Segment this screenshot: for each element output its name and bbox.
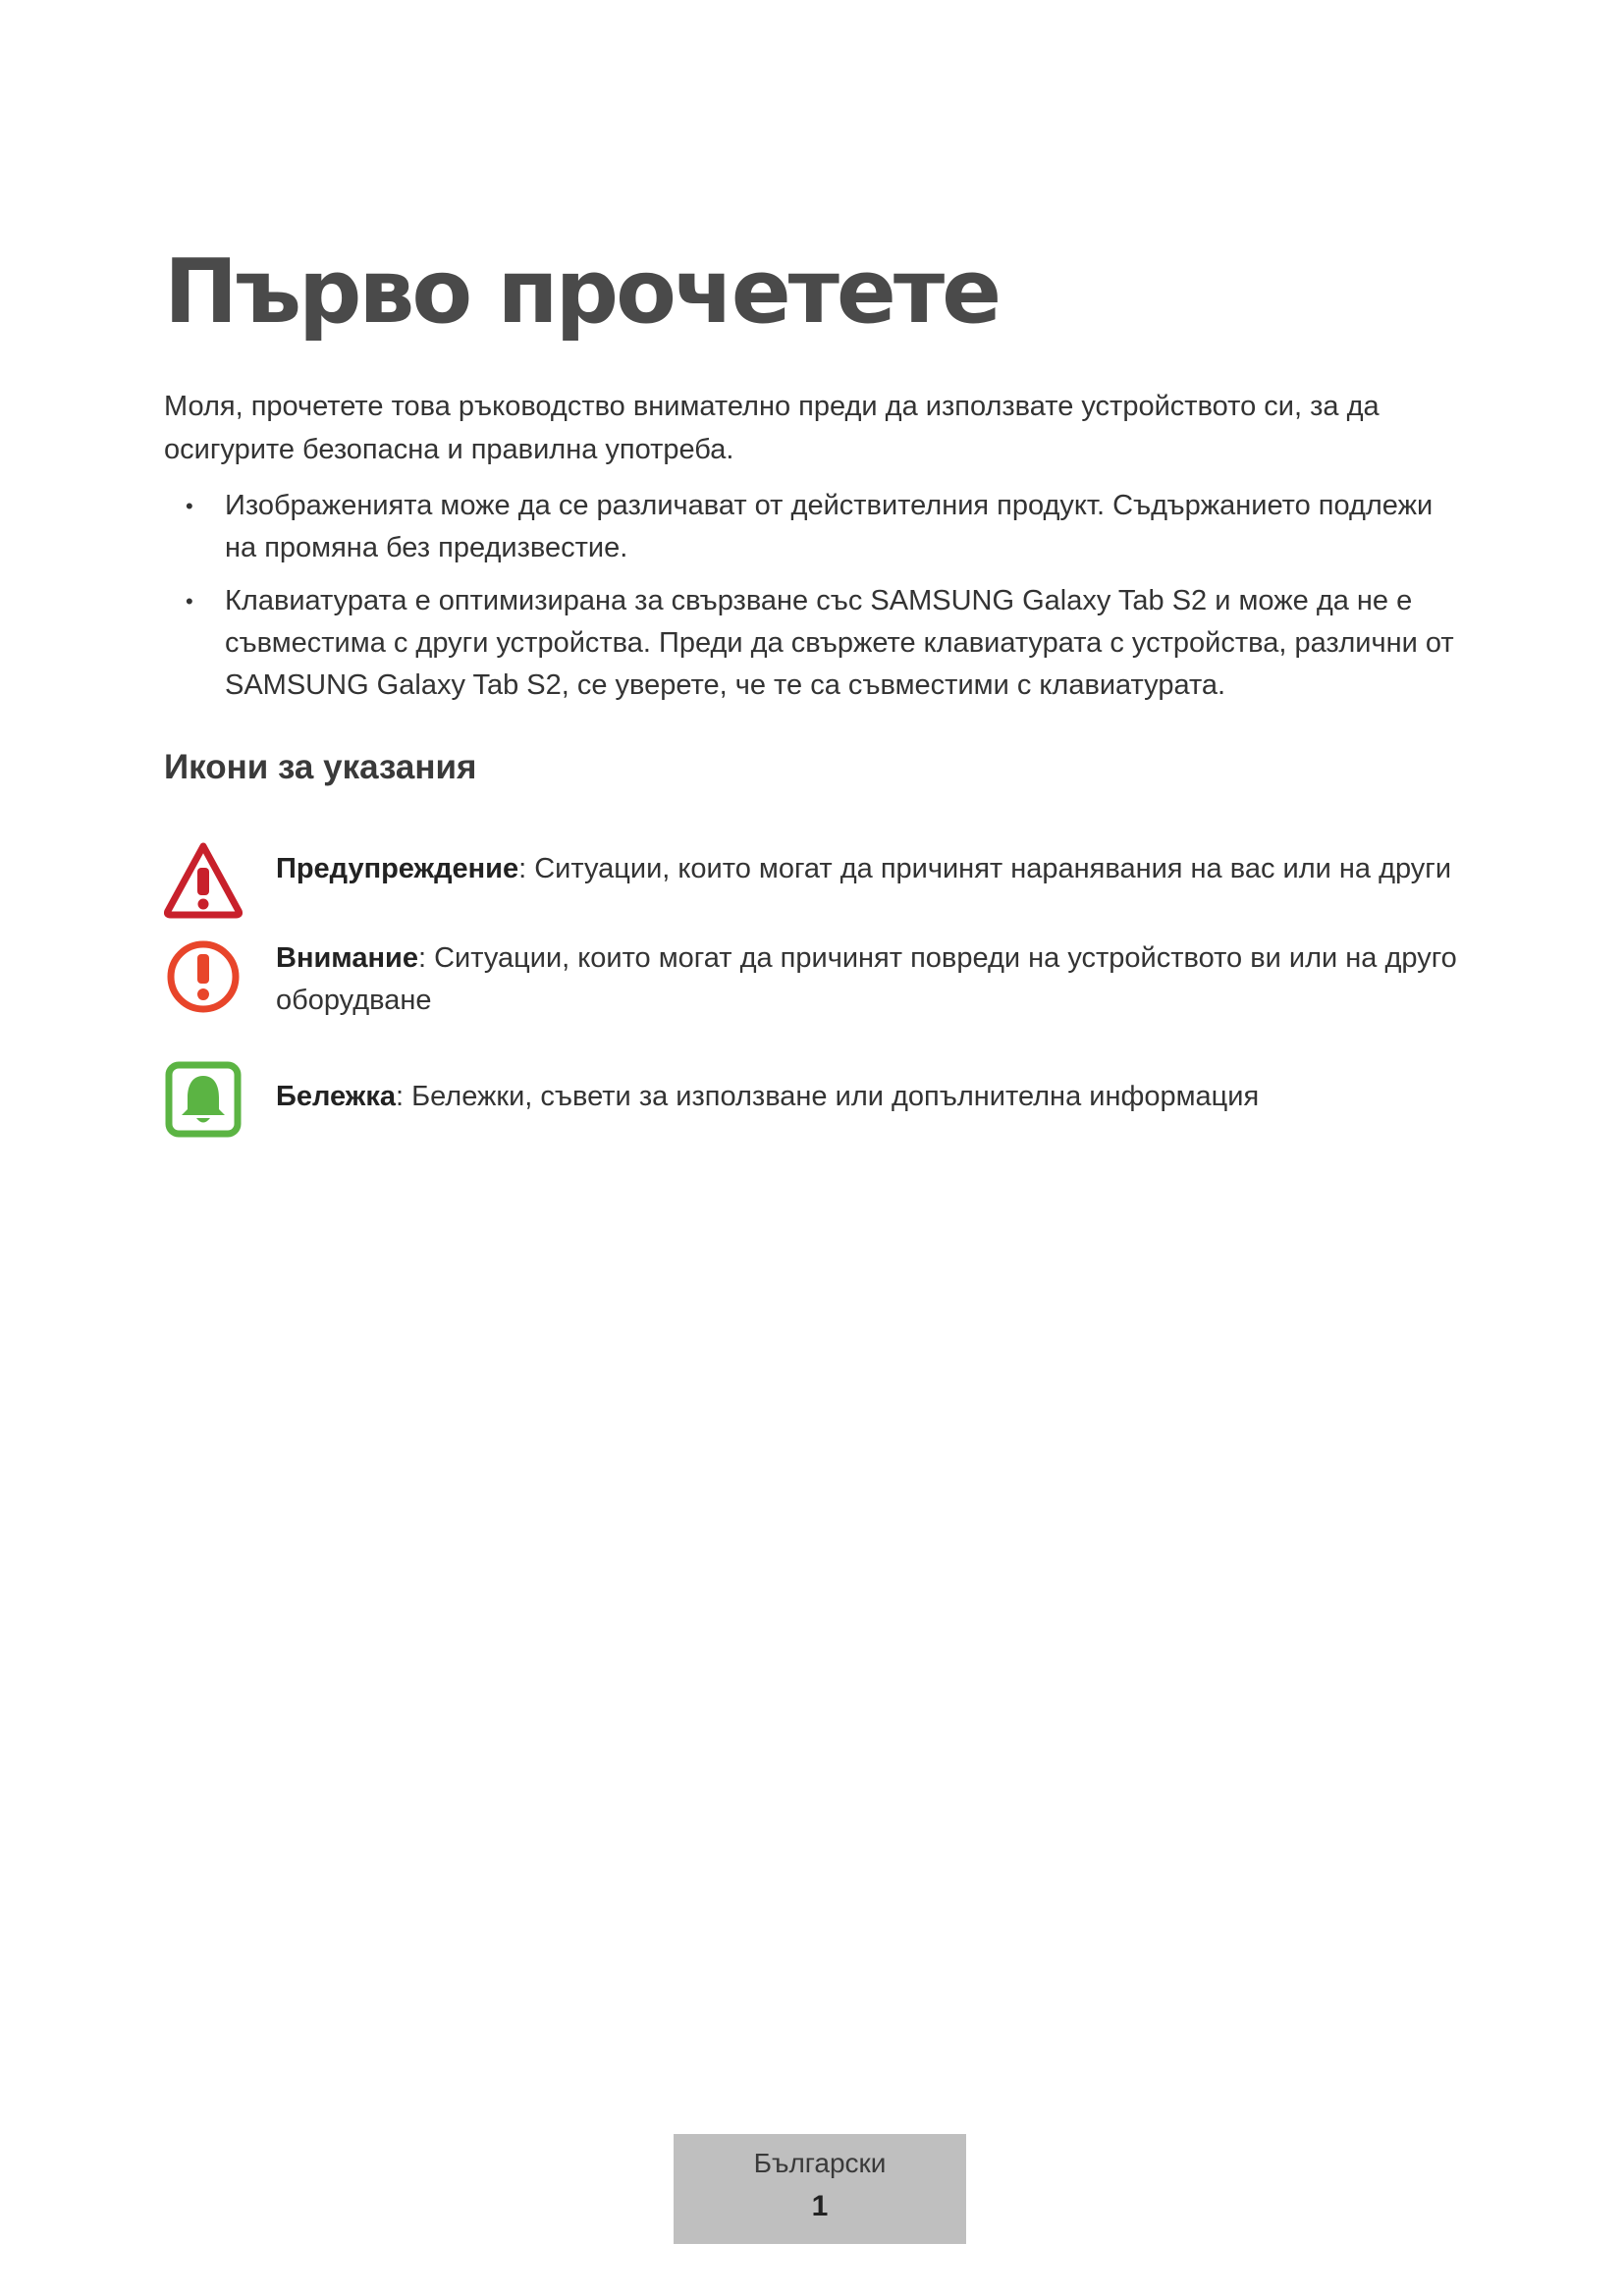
warning-triangle-icon	[164, 840, 243, 919]
note-text: : Бележки, съвети за използване или допълнителна информация	[395, 1081, 1260, 1112]
caution-term: Внимание	[276, 942, 418, 974]
page-number: 1	[811, 2190, 829, 2222]
caution-exclamation-icon	[164, 937, 243, 1016]
page-title: Първо прочетете	[164, 240, 1000, 344]
page-footer	[674, 2134, 966, 2244]
warning-description	[276, 840, 1451, 890]
caution-row	[164, 937, 1470, 1022]
section-heading: Икони за указания	[164, 748, 477, 786]
list-item	[164, 580, 1470, 707]
list-item	[164, 485, 1470, 569]
note-row	[164, 1060, 1470, 1139]
caution-text: : Ситуации, които могат да причинят повреди на устройството ви или на друго оборудване	[276, 942, 1457, 1016]
warning-text: : Ситуации, които могат да причинят наранявания на вас или на други	[518, 853, 1452, 884]
bullet-marker: •	[186, 589, 193, 614]
footer-language: Български	[753, 2148, 887, 2178]
list-item-text: Клавиатурата е оптимизирана за свързване със SAMSUNG Galaxy Tab S2 и може да не е съвместима с други устройства. Преди да свържете клавиатурата с устройства, различни от SAMSUNG Galaxy Tab S2, се уверете, че те са съвместими с клавиатурата.	[225, 585, 1454, 701]
warning-term: Предупреждение	[276, 853, 519, 884]
intro-paragraph: Моля, прочетете това ръководство внимателно преди да използвате устройството си, за да осигурите безопасна и правилна употреба.	[164, 391, 1380, 465]
note-description	[276, 1060, 1259, 1118]
caution-description	[276, 937, 1470, 1022]
note-term: Бележка	[276, 1081, 396, 1112]
warning-row	[164, 840, 1470, 919]
notice-list	[164, 485, 1470, 718]
list-item-text: Изображенията може да се различават от действителния продукт. Съдържанието подлежи на промяна без предизвестие.	[225, 490, 1434, 563]
bullet-marker: •	[186, 494, 193, 518]
note-bell-icon	[164, 1060, 243, 1139]
